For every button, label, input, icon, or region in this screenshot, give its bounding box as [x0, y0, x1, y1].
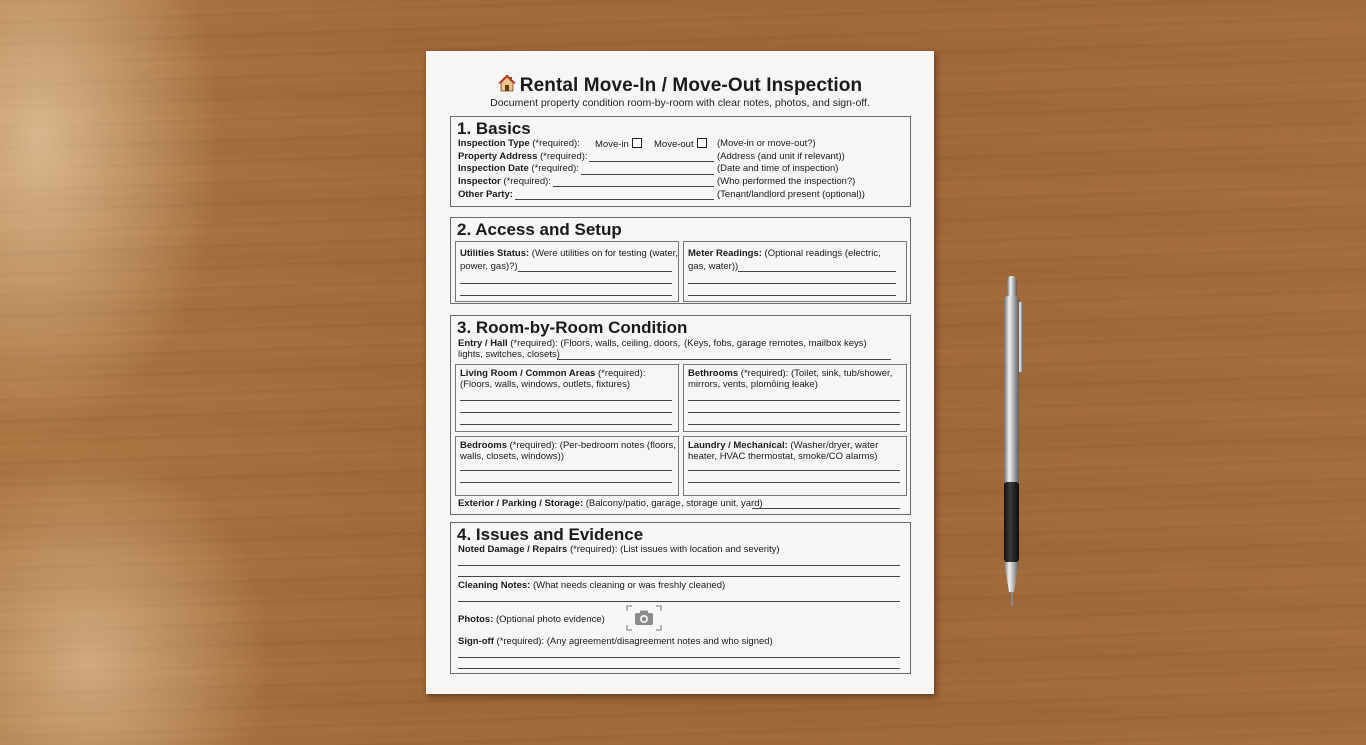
- section-title: 4. Issues and Evidence: [457, 525, 644, 544]
- inspector-field[interactable]: [553, 186, 714, 187]
- inspector-hint: (Who performed the inspection?): [717, 176, 856, 187]
- damage-row: [458, 544, 780, 556]
- laundry-hint-cont: heater, HVAC thermostat, smoke/CO alarms): [688, 451, 878, 462]
- laundry-field-line[interactable]: [688, 470, 900, 471]
- damage-label: Noted Damage / Repairs: [458, 544, 568, 555]
- exterior-hint: (Balcony/patio, garage, storage unit, yard): [585, 498, 763, 509]
- bathrooms-box[interactable]: [683, 364, 907, 432]
- section-title: 2. Access and Setup: [457, 220, 622, 239]
- section-title: 1. Basics: [457, 119, 531, 138]
- damage-field-line[interactable]: [458, 565, 900, 566]
- cleaning-row: [458, 580, 725, 592]
- section-title: 3. Room-by-Room Condition: [457, 318, 688, 337]
- entry-hint: (*required): (Floors, walls, ceiling, doors,: [510, 338, 681, 349]
- bed-field-line[interactable]: [460, 482, 672, 483]
- bed-hint-cont: walls, closets, windows)): [460, 451, 564, 462]
- required-note: (*required):: [503, 176, 551, 187]
- meter-hint-cont: gas, water)): [688, 261, 739, 272]
- living-hint: (*required):: [597, 368, 646, 379]
- move-out-checkbox[interactable]: [697, 138, 707, 148]
- utilities-field-line[interactable]: [460, 283, 672, 284]
- meter-field-line[interactable]: [688, 283, 896, 284]
- inspection-date-hint: (Date and time of inspection): [717, 163, 839, 174]
- inspector-label: Inspector: [458, 176, 501, 187]
- bedrooms-box[interactable]: [455, 436, 679, 496]
- property-address-field[interactable]: [589, 161, 714, 162]
- living-room-box[interactable]: [455, 364, 679, 432]
- inspection-form-sheet: [426, 51, 934, 694]
- entry-label: Entry / Hall: [458, 338, 508, 349]
- meter-row: [688, 248, 881, 260]
- photos-label: Photos:: [458, 614, 494, 625]
- section-room-condition: [450, 315, 911, 515]
- signoff-label: Sign-off: [458, 636, 494, 647]
- inspector-row: [458, 176, 551, 188]
- form-title-row: [426, 74, 934, 97]
- utilities-field[interactable]: [518, 271, 672, 272]
- section-issues-evidence: [450, 522, 911, 674]
- required-note: (*required):: [531, 163, 579, 174]
- utilities-label: Utilities Status:: [460, 248, 530, 259]
- inspection-type-label: Inspection Type: [458, 138, 530, 149]
- required-note: (*required):: [532, 138, 580, 149]
- laundry-field-line[interactable]: [688, 482, 900, 483]
- utilities-hint: (Were utilities on for testing (water,: [531, 248, 678, 259]
- living-label: Living Room / Common Areas: [460, 368, 596, 379]
- bed-hint: (*required): (Per-bedroom notes (floors,: [509, 440, 676, 451]
- bed-field-line[interactable]: [460, 470, 672, 471]
- living-field-line[interactable]: [460, 412, 672, 413]
- cleaning-label: Cleaning Notes:: [458, 580, 531, 591]
- bed-label: Bedrooms: [460, 440, 507, 451]
- exterior-row: [458, 498, 763, 510]
- laundry-hint: (Washer/dryer, water: [790, 440, 879, 451]
- pen: [1000, 274, 1030, 610]
- property-address-hint: (Address (and unit if relevant)): [717, 151, 845, 162]
- signoff-row: [458, 636, 773, 648]
- utilities-status-box[interactable]: [455, 241, 679, 302]
- section-basics: [450, 116, 911, 207]
- living-field-line[interactable]: [460, 400, 672, 401]
- meter-field[interactable]: [738, 271, 896, 272]
- inspection-type-row: [458, 138, 580, 150]
- meter-field-line[interactable]: [688, 295, 896, 296]
- entry-field[interactable]: [557, 359, 891, 360]
- move-in-option[interactable]: [595, 138, 642, 151]
- bath-field-line[interactable]: [688, 412, 900, 413]
- exterior-field[interactable]: [752, 508, 900, 509]
- move-in-label: Move-in: [595, 139, 629, 150]
- photos-hint: (Optional photo evidence): [496, 614, 605, 625]
- utilities-hint-cont: power, gas)?): [460, 261, 518, 272]
- other-party-row: [458, 189, 513, 201]
- bath-field-line[interactable]: [688, 400, 900, 401]
- inspection-date-field[interactable]: [581, 174, 714, 175]
- meter-hint: (Optional readings (electric,: [764, 248, 881, 259]
- cleaning-hint: (What needs cleaning or was freshly cleaned): [532, 580, 726, 591]
- signoff-field-line[interactable]: [458, 657, 900, 658]
- camera-icon[interactable]: [626, 605, 662, 631]
- other-party-field[interactable]: [515, 199, 714, 200]
- house-icon: [498, 74, 516, 92]
- living-hint-cont: (Floors, walls, windows, outlets, fixtures): [460, 379, 630, 390]
- damage-field-line[interactable]: [458, 576, 900, 577]
- living-field-line[interactable]: [460, 424, 672, 425]
- signoff-hint: (*required): (Any agreement/disagreement notes and who signed): [496, 636, 773, 647]
- other-party-label: Other Party:: [458, 189, 513, 200]
- move-in-checkbox[interactable]: [632, 138, 642, 148]
- move-out-option[interactable]: [654, 138, 707, 151]
- bath-field-line[interactable]: [688, 424, 900, 425]
- meter-readings-box[interactable]: [683, 241, 907, 302]
- bath-hint: (*required): (Toilet, sink, tub/shower,: [740, 368, 893, 379]
- utilities-row: [460, 248, 678, 260]
- bath-label: Bethrooms: [688, 368, 739, 379]
- form-title: Rental Move-In / Move-Out Inspection: [519, 75, 863, 96]
- cleaning-field-line[interactable]: [458, 601, 900, 602]
- signoff-field-line[interactable]: [458, 668, 900, 669]
- inspection-type-hint: (Move-in or move-out?): [717, 138, 816, 149]
- photos-row: [458, 614, 605, 626]
- section-access-setup: [450, 217, 911, 304]
- form-subtitle: Document property condition room-by-room with clear notes, photos, and sign-off.: [490, 97, 870, 109]
- laundry-box[interactable]: [683, 436, 907, 496]
- entry-hint-cont: lights, switches, closets): [458, 349, 560, 360]
- bath-hint-cont: mirrors, vents, plomōing łeake): [688, 379, 818, 390]
- property-address-label: Property Address: [458, 151, 538, 162]
- move-out-label: Move-out: [654, 139, 694, 150]
- inspection-date-row: [458, 163, 579, 175]
- entry-keys-hint: (Keys, fobs, garage remotes, mailbox keys): [684, 338, 867, 349]
- damage-hint: (*required): (List issues with location and severity): [569, 544, 780, 555]
- utilities-field-line[interactable]: [460, 295, 672, 296]
- other-party-hint: (Tenant/landlord present (optional)): [717, 189, 865, 200]
- laundry-label: Laundry / Mechanical:: [688, 440, 788, 451]
- property-address-row: [458, 151, 588, 163]
- meter-label: Meter Readings:: [688, 248, 762, 259]
- required-note: (*required):: [540, 151, 588, 162]
- exterior-label: Exterior / Parking / Storage:: [458, 498, 584, 509]
- inspection-date-label: Inspection Date: [458, 163, 529, 174]
